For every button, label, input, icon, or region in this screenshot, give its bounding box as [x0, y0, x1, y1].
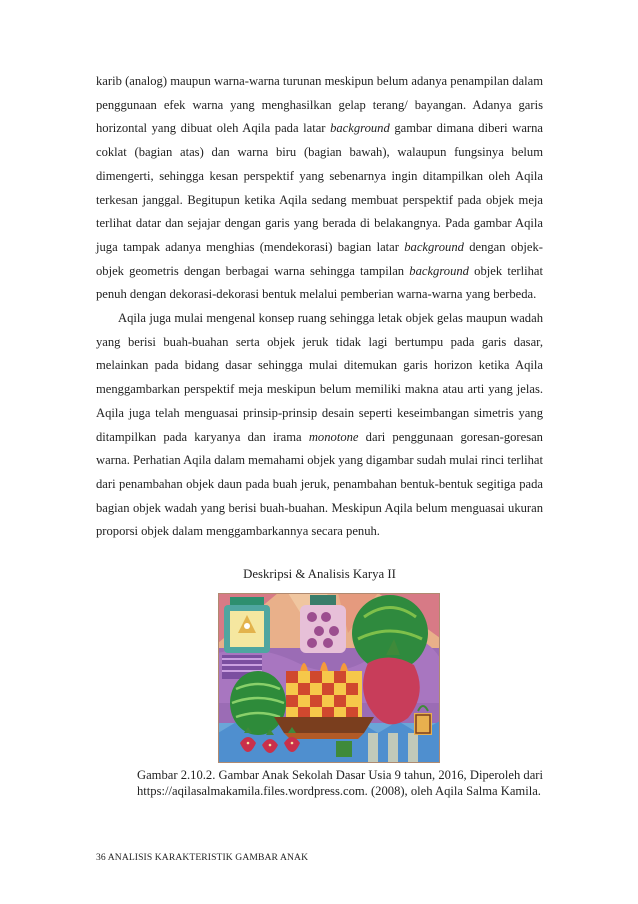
- paragraph-2-text-1: Aqila juga mulai mengenal konsep ruang sehingga letak objek gelas maupun wadah yang berisi buah-buahan serta objek jeruk tidak lagi bertumpu pada garis dasar, melainkan pada bidang dasar sehingga mulai ditemukan garis horizon ketika Aqila menggambarkan perspektif meja meskipun belum memiliki makna atau arti yang jelas. Aqila juga telah menguasai prinsip-prinsip desain seperti keseimbangan simetris yang ditampilkan pada karyanya dan irama: [96, 311, 543, 444]
- paragraph-1: [96, 70, 543, 307]
- paragraph-1-text-3: dengan objek-objek geometris dengan berbagai warna sehingga tampilan: [96, 239, 543, 278]
- body-text: [96, 70, 543, 544]
- paragraph-2: [96, 307, 543, 544]
- paragraph-1-text-1: karib (analog) maupun warna-warna turunan meskipun belum adanya penampilan dalam penggunaan efek warna yang menghasilkan gelap terang/ bayangan. Adanya garis horizontal yang dibuat oleh Aqila pada latar: [96, 74, 543, 136]
- paragraph-1-italic-3: background: [409, 263, 469, 278]
- paragraph-2-italic-1: monotone: [308, 429, 359, 444]
- paragraph-1-italic-1: background: [330, 121, 390, 136]
- paragraph-1-text-4: objek terlihat penuh dengan dekorasi-dekorasi bentuk melalui pemberian warna-warna yang berbeda.: [96, 263, 543, 302]
- child-painting-fruit-still-life-image: [218, 593, 440, 763]
- figure-caption: Gambar 2.10.2. Gambar Anak Sekolah Dasar Usia 9 tahun, 2016, Diperoleh dari https://aqilasalmakamila.files.wordpress.com. (2008), oleh Aqila Salma Kamila.: [137, 768, 543, 798]
- page-footer: 36 ANALISIS KARAKTERISTIK GAMBAR ANAK: [96, 852, 309, 863]
- paragraph-1-italic-2: background: [404, 239, 464, 254]
- paragraph-1-text-2: gambar dimana diberi warna coklat (bagian atas) dan warna biru (bagian bawah), walaupun fungsinya belum dimengerti, sehingga kesan perspektif yang sebenarnya ingin ditampilkan oleh Aqila terkesan janggal. Begitupun ketika Aqila sedang membuat perspektif pada objek meja terlihat datar dan sejajar dengan garis yang berada di belakangnya. Pada gambar Aqila juga tampak adanya menghias (mendekorasi) bagian latar: [96, 121, 543, 254]
- section-heading: Deskripsi & Analisis Karya II: [243, 567, 396, 581]
- paragraph-2-text-2: dari penggunaan goresan-goresan warna. Perhatian Aqila dalam memahami objek yang digambar sudah mulai rinci terlihat dari penambahan objek daun pada buah jeruk, penambahan bentuk-bentuk segitiga pada bagian objek wadah yang berisi buah-buahan. Meskipun Aqila belum menguasai ukuran proporsi objek dalam menggambarkannya secara penuh.: [96, 429, 543, 539]
